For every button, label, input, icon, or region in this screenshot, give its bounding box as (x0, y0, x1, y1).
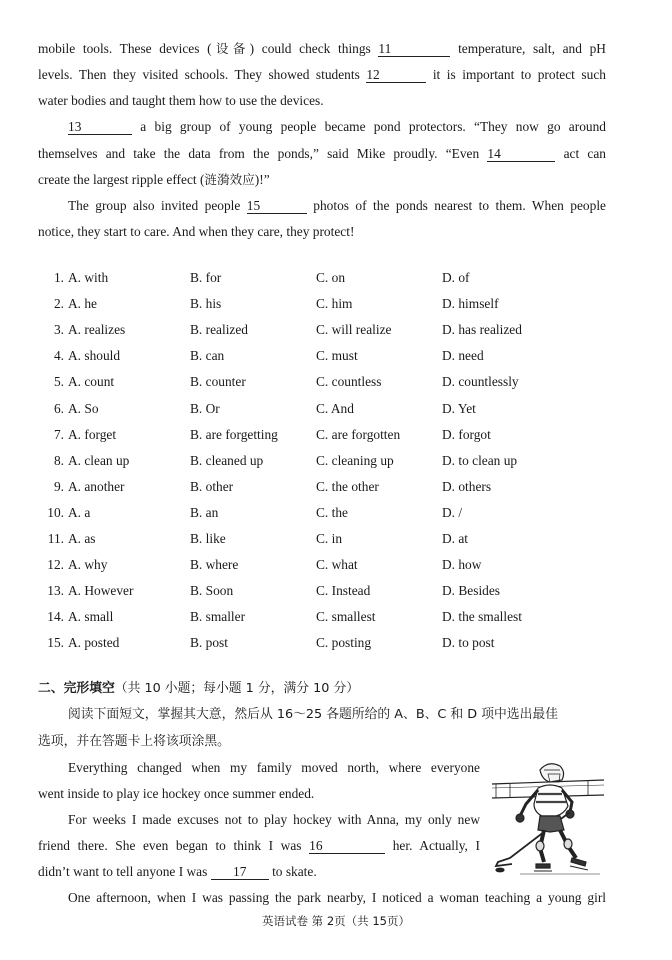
passage2-line-6: One afternoon, when I was passing the park nearby, I noticed a woman teaching a young girl (68, 890, 606, 905)
page-footer: 英语试卷 第 2页（共 15页） (262, 914, 410, 928)
option-b: B. counter (190, 374, 246, 390)
option-c: C. the other (316, 478, 379, 494)
option-c: C. him (316, 296, 353, 312)
option-d: D. / (442, 504, 463, 520)
option-a: A. with (68, 270, 109, 285)
passage2-line-2: went inside to play ice hockey once summer ended. (38, 786, 315, 801)
passage1-line-6: create the largest ripple effect (涟漪效应)!” (38, 172, 270, 187)
option-b: B. other (190, 478, 234, 494)
option-a: A. realizes (68, 322, 126, 338)
option-d: D. to clean up (442, 452, 518, 468)
question-number: 6. (53, 400, 64, 416)
section-instruction-2: 选项，并在答题卡上将该项涂黑。 (38, 734, 230, 749)
option-c: C. in (316, 531, 343, 546)
option-b: B. for (190, 270, 222, 285)
option-row (38, 373, 606, 391)
passage2-line-3: For weeks I made excuses not to play hockey with Anna, my only new (68, 812, 480, 827)
option-b: B. like (190, 531, 226, 546)
option-row (38, 530, 606, 548)
option-c: C. smallest (316, 609, 376, 625)
option-d: D. countlessly (442, 374, 519, 390)
option-row (38, 269, 606, 287)
passage1-line-2: levels. Then they visited schools. They showed students 12 it is important to protect such (38, 67, 606, 82)
option-a: A. So (68, 400, 99, 416)
option-a: A. should (68, 348, 121, 364)
option-c: C. are forgotten (316, 426, 401, 442)
option-a: A. count (68, 374, 115, 390)
option-b: B. where (190, 557, 239, 573)
section-heading: 二、完形填空（共 10 小题；每小题 1 分，满分 10 分） (38, 681, 360, 696)
question-number: 4. (53, 348, 64, 364)
option-d: D. forgot (442, 426, 491, 442)
option-a: A. clean up (68, 452, 130, 468)
option-d: D. to post (442, 635, 495, 651)
option-d: D. himself (442, 296, 499, 312)
question-number: 12. (47, 557, 64, 573)
blank-12: 12 (366, 67, 426, 83)
hockey-player-illustration (490, 758, 606, 876)
option-row (38, 400, 606, 418)
option-d: D. the smallest (442, 609, 522, 625)
option-row (38, 582, 606, 600)
question-number: 3. (53, 322, 64, 338)
question-number: 2. (53, 296, 64, 312)
option-d: D. need (442, 348, 484, 364)
option-b: B. his (190, 296, 222, 312)
passage2-line-4: friend there. She even began to think I was 16 her. Actually, I (38, 838, 480, 853)
question-number: 8. (53, 452, 64, 468)
option-d: D. Besides (442, 583, 501, 599)
blank-11: 11 (378, 41, 450, 57)
option-b: B. realized (190, 322, 248, 338)
option-d: D. Yet (442, 400, 476, 416)
option-c: C. must (316, 348, 358, 364)
passage1-line-1: mobile tools. These devices (设备) could check things 11 temperature, salt, and pH (38, 41, 606, 56)
option-b: B. are forgetting (190, 426, 278, 442)
option-d: D. of (442, 270, 470, 285)
option-d: D. others (442, 478, 492, 494)
option-a: A. as (68, 531, 96, 546)
option-c: C. will realize (316, 322, 392, 338)
option-d: D. how (442, 557, 482, 573)
option-a: A. small (68, 609, 114, 625)
passage1-line-7: The group also invited people 15 photos of the ponds nearest to them. When people (68, 198, 606, 213)
option-row (38, 295, 606, 313)
option-c: C. cleaning up (316, 452, 394, 468)
passage1-line-8: notice, they start to care. And when they care, they protect! (38, 224, 355, 239)
option-row (38, 426, 606, 444)
section-instruction-1: 阅读下面短文，掌握其大意，然后从 16～25 各题所给的 A、B、C 和 D 项中选出最佳 (68, 707, 558, 722)
question-number: 9. (53, 478, 64, 494)
option-c: C. the (316, 504, 348, 520)
passage1-line-4: 13 a big group of young people became pond protectors. “They now go around (68, 119, 606, 134)
option-row (38, 556, 606, 574)
option-b: B. cleaned up (190, 452, 264, 468)
option-b: B. can (190, 348, 225, 364)
option-a: A. he (68, 296, 98, 312)
blank-14: 14 (487, 146, 555, 162)
option-c: C. what (316, 557, 358, 573)
option-a: A. posted (68, 635, 120, 651)
option-row (38, 452, 606, 470)
option-c: C. And (316, 400, 354, 416)
option-c: C. posting (316, 635, 372, 651)
blank-13: 13 (68, 119, 132, 135)
question-number: 15. (47, 635, 64, 651)
option-b: B. smaller (190, 609, 246, 625)
option-row (38, 634, 606, 652)
question-number: 5. (53, 374, 64, 390)
option-row (38, 504, 606, 522)
blank-15: 15 (247, 198, 307, 214)
passage2-line-5: didn’t want to tell anyone I was 17 to skate. (38, 864, 317, 879)
option-row (38, 347, 606, 365)
option-b: B. Soon (190, 583, 234, 599)
option-d: D. has realized (442, 322, 522, 338)
option-d: D. at (442, 531, 469, 546)
passage2-line-1: Everything changed when my family moved north, where everyone (68, 760, 480, 775)
option-row (38, 608, 606, 626)
option-b: B. post (190, 635, 228, 651)
blank-17: 17 (211, 864, 269, 880)
question-number: 13. (47, 583, 64, 599)
blank-16: 16 (309, 838, 385, 854)
option-c: C. countless (316, 374, 382, 390)
option-a: A. why (68, 557, 108, 573)
question-number: 14. (47, 609, 64, 625)
option-c: C. Instead (316, 583, 371, 599)
option-a: A. a (68, 504, 91, 520)
option-row (38, 321, 606, 339)
option-a: A. However (68, 583, 134, 599)
question-number: 11. (47, 531, 64, 546)
passage1-line-5: themselves and take the data from the ponds,” said Mike proudly. “Even 14 act can (38, 146, 606, 161)
passage1-line-3: water bodies and taught them how to use the devices. (38, 93, 324, 108)
question-number: 1. (53, 270, 64, 285)
option-a: A. another (68, 478, 125, 494)
option-b: B. an (190, 504, 219, 520)
option-row (38, 478, 606, 496)
question-number: 10. (47, 504, 64, 520)
question-number: 7. (53, 426, 64, 442)
option-b: B. Or (190, 400, 220, 416)
option-c: C. on (316, 270, 346, 285)
option-a: A. forget (68, 426, 117, 442)
